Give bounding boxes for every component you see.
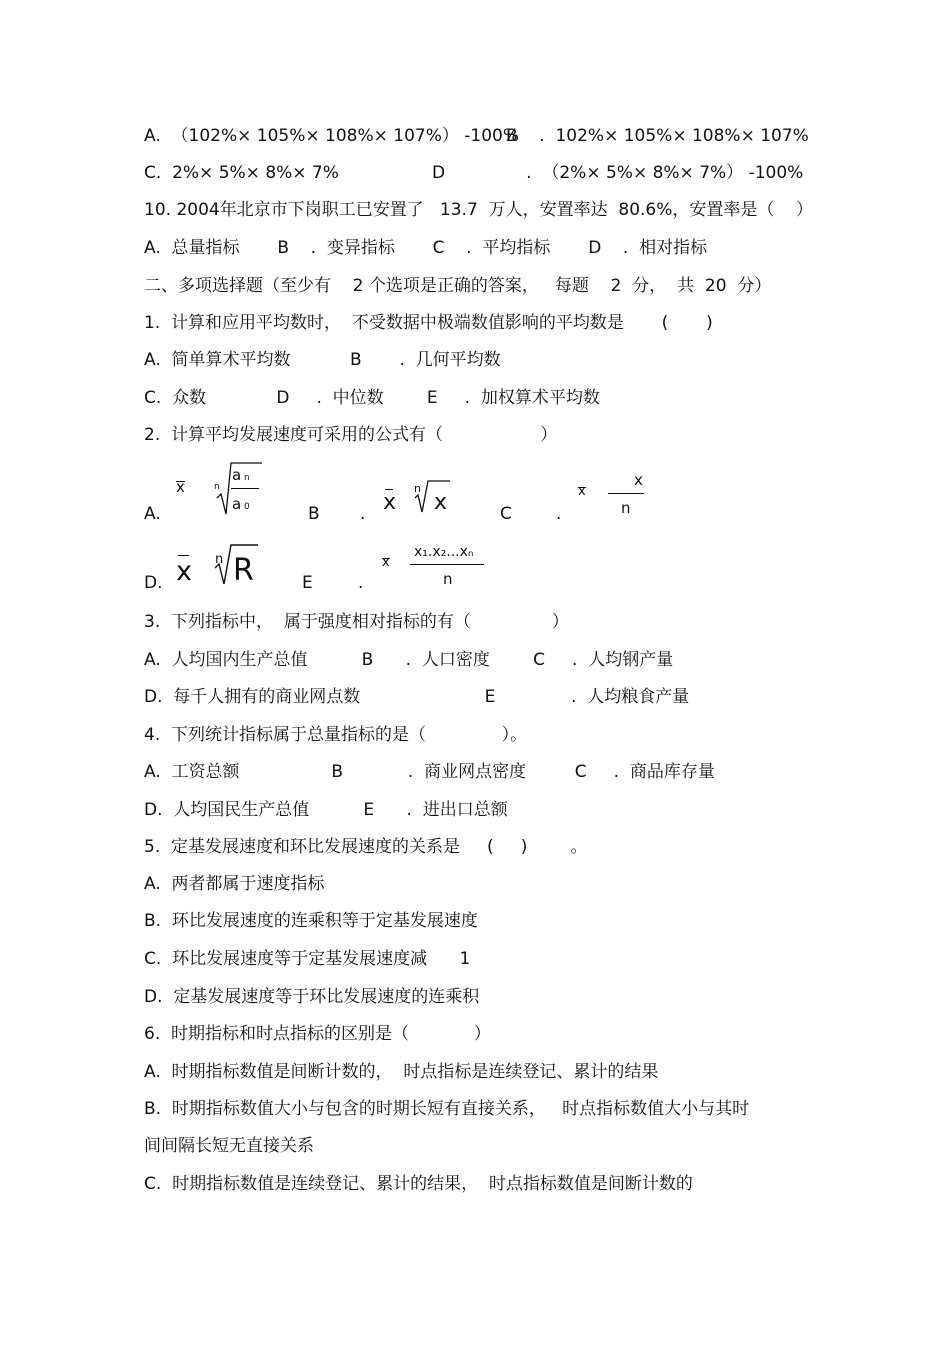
formula-option-b-dot: . (360, 504, 366, 524)
formula-d-xbar-overline (178, 555, 189, 556)
question-6-option-b-line2: 间间隔长短无直接关系 (144, 1136, 314, 1156)
formula-option-e-label: E (302, 573, 313, 593)
formula-option-b-label: B (308, 504, 320, 524)
section-2-heading: 二、多项选择题（至少有 2 个选项是正确的答案， 每题 2 分， 共 20 分） (144, 276, 772, 296)
question-2: 2. 计算平均发展速度可采用的公式有（ ） (144, 425, 558, 445)
formula-a-an: a (232, 466, 242, 484)
formula-b-xbar: x (383, 490, 397, 515)
formula-a-root-index: n (214, 482, 220, 492)
formula-a-fraction-bar (231, 488, 259, 489)
question-6: 6. 时期指标和时点指标的区别是（ ） (144, 1024, 491, 1044)
formula-c-denominator: n (621, 499, 631, 517)
formula-e-xbar: x (382, 555, 390, 570)
question-1: 1. 计算和应用平均数时， 不受数据中极端数值影响的平均数是 ( ) (144, 313, 713, 333)
formula-a-xbar: x (176, 478, 185, 496)
formula-e-xbar-overline (382, 558, 390, 559)
q9-option-c: C. 2%× 5%× 8%× 7% (144, 163, 339, 183)
question-5-option-d: D. 定基发展速度等于环比发展速度的连乘积 (144, 987, 480, 1007)
question-5-option-b: B. 环比发展速度的连乘积等于定基发展速度 (144, 911, 478, 931)
formula-option-d-label: D. (144, 573, 163, 593)
formula-d-R: R (233, 553, 254, 588)
question-5: 5. 定基发展速度和环比发展速度的关系是 ( ) 。 (144, 837, 588, 857)
formula-d-root-index: n (215, 552, 224, 567)
q9-option-a: A. （102%× 105%× 108%× 107%） -100% (144, 126, 520, 146)
formula-a-an-sub: n (244, 473, 250, 483)
question-6-option-a: A. 时期指标数值是间断计数的， 时点指标是连续登记、累计的结果 (144, 1062, 659, 1082)
question-5-option-c: C. 环比发展速度等于定基发展速度减 1 (144, 949, 471, 969)
formula-c-xbar-overline (578, 487, 586, 488)
question-3: 3. 下列指标中， 属于强度相对指标的有（ ） (144, 612, 569, 632)
formula-b-root-index: n (414, 482, 421, 495)
formula-c-fraction-bar (608, 493, 644, 494)
formula-a-xbar-overline (176, 481, 185, 482)
q9-option-d: D . （2%× 5%× 8%× 7%） -100% (432, 163, 804, 183)
formula-c-xbar: x (578, 484, 586, 499)
formula-c-numerator: x (634, 471, 643, 489)
question-5-option-a: A. 两者都属于速度指标 (144, 874, 325, 894)
formula-option-a-label: A. (144, 504, 161, 524)
question-3-options-de: D. 每千人拥有的商业网点数 E . 人均粮食产量 (144, 687, 690, 707)
formula-e-numerator: x₁.x₂...xₙ (414, 544, 474, 560)
q9-option-b: B . 102%× 105%× 108%× 107% (506, 126, 809, 146)
question-6-option-c: C. 时期指标数值是连续登记、累计的结果， 时点指标数值是间断计数的 (144, 1174, 693, 1194)
question-3-options-abc: A. 人均国内生产总值 B . 人口密度 C . 人均钢产量 (144, 650, 674, 670)
formula-a-a0: a (232, 495, 242, 513)
formula-b-x: x (434, 490, 448, 515)
formula-e-fraction-bar (410, 564, 484, 565)
formula-option-e-dot: . (358, 573, 364, 593)
formula-b-xbar-overline (385, 489, 393, 490)
formula-e-denominator: n (443, 570, 453, 588)
question-1-options-cde: C. 众数 D . 中位数 E . 加权算术平均数 (144, 388, 600, 408)
question-4-options-de: D. 人均国民生产总值 E . 进出口总额 (144, 800, 508, 820)
question-4: 4. 下列统计指标属于总量指标的是（ ）。 (144, 725, 528, 745)
question-10: 10. 2004年北京市下岗职工已安置了 13.7 万人，安置率达 80.6%，安置率是（ ） (144, 200, 814, 220)
formula-d-xbar: x (176, 556, 192, 587)
formula-a-a0-sub: 0 (244, 502, 250, 512)
question-1-options-ab: A. 简单算术平均数 B . 几何平均数 (144, 350, 501, 370)
question-10-options: A. 总量指标 B . 变异指标 C . 平均指标 D . 相对指标 (144, 238, 708, 258)
question-4-options-abc: A. 工资总额 B . 商业网点密度 C . 商品库存量 (144, 762, 715, 782)
formula-option-c-dot: . (556, 504, 562, 524)
question-6-option-b-line1: B. 时期指标数值大小与包含的时期长短有直接关系， 时点指标数值大小与其时 (144, 1099, 750, 1119)
formula-option-c-label: C (500, 504, 512, 524)
